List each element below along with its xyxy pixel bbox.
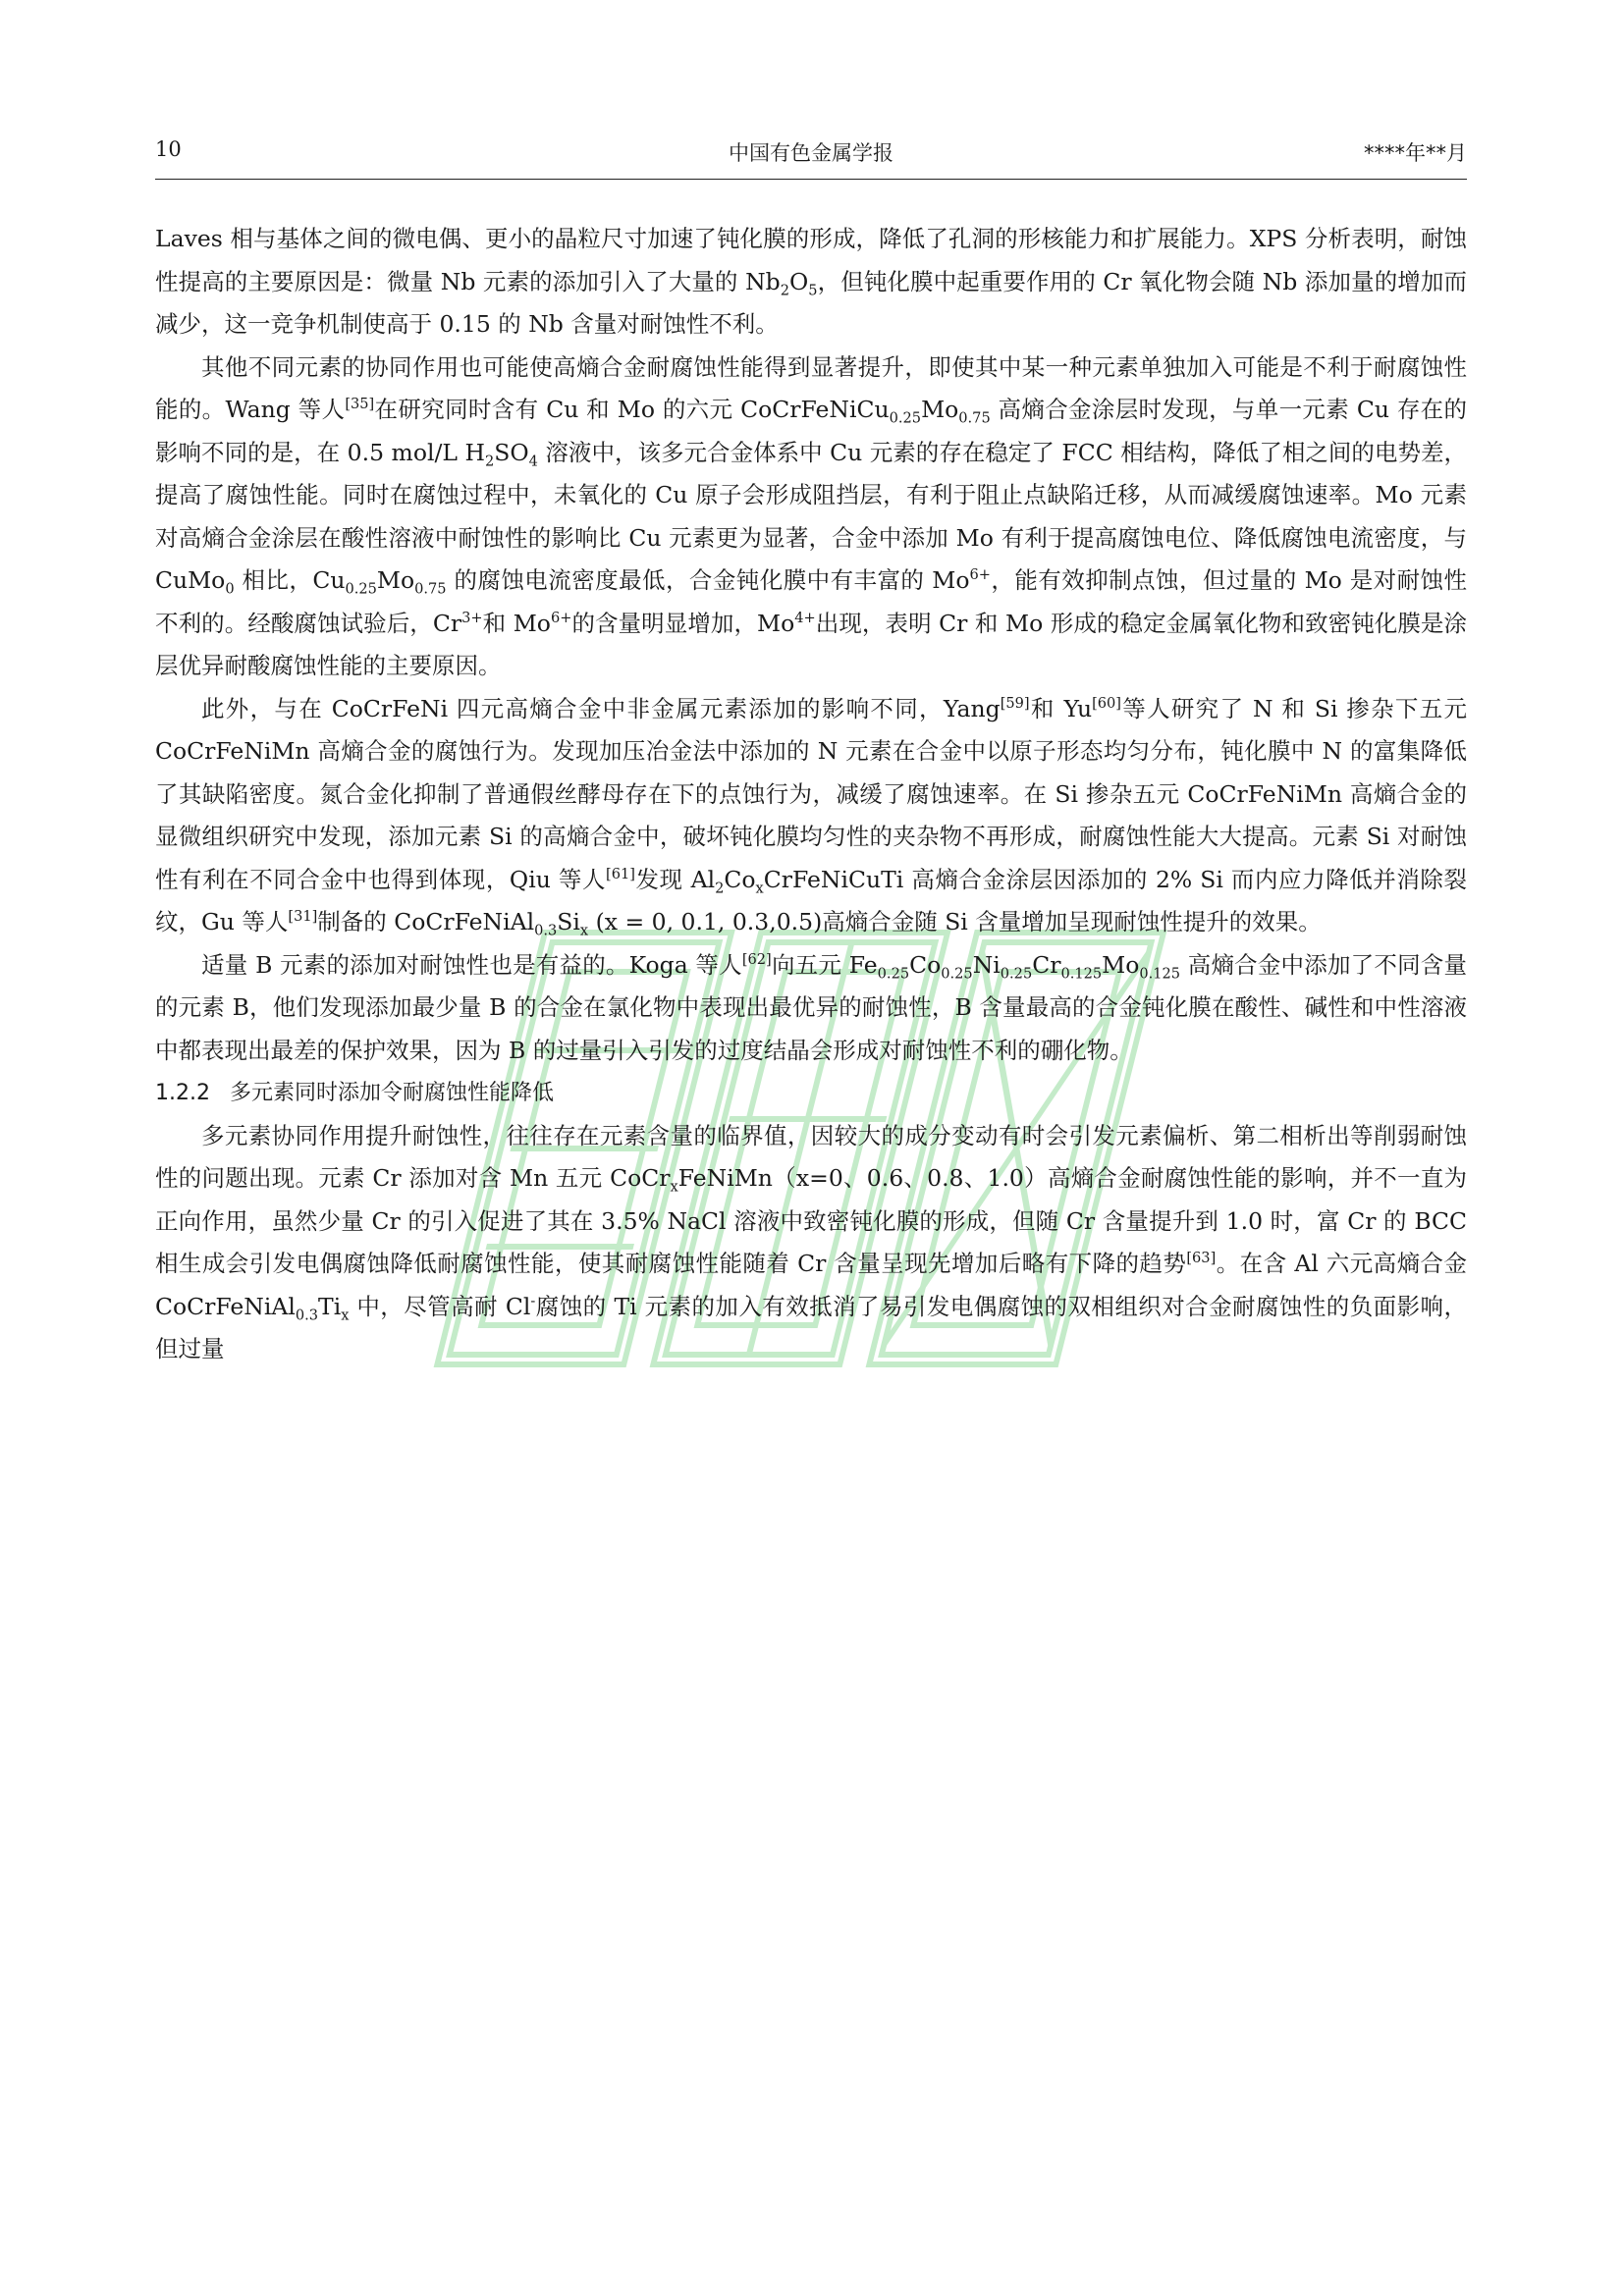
paragraph-3: 此外，与在 CoCrFeNi 四元高熵合金中非金属元素添加的影响不同，Yang[59]和 Yu[60]等人研究了 N 和 Si 掺杂下五元 CoCrFeNiMn 高熵合金的腐蚀行为。发现加压冶金法中添加的 N 元素在合金中以原子形态均匀分布，钝化膜中 N 的富集降低了其缺陷密度。氮合金化抑制了普通假丝酵母存在下的点蚀行为，减缓了腐蚀速率。在 Si 掺杂五元 CoCrFeNiMn 高熵合金的显微组织研究中发现，添加元素 Si 的高熵合金中，破坏钝化膜均匀性的夹杂物不再形成，耐腐蚀性能大大提高。元素 Si 对耐蚀性有利在不同合金中也得到体现，Qiu 等人[61]发现 $Al_2Co_xCrFeNiCuTi$ 高熵合金涂层因添加的 2% Si 而内应力降低并消除裂纹，Gu 等人[31]制备的 $CoCrFeNiAl_{0.3}Si_x$ (x = 0, 0.1, 0.3,0.5)高熵合金随 Si 含量增加呈现耐蚀性提升的效果。 — [155, 694, 1467, 939]
citation: [60] — [1092, 694, 1121, 712]
journal-title: 中国有色金属学报 — [729, 141, 893, 165]
page-number: 10 — [155, 137, 182, 161]
paragraph-2: 其他不同元素的协同作用也可能使高熵合金耐腐蚀性能得到显著提升，即使其中某一种元素单独加入可能是不利于耐腐蚀性能的。Wang 等人[35]在研究同时含有 Cu 和 Mo 的六元 $CoCrFeNiCu_{0.25}Mo_{0.75}$ 高熵合金涂层时发现，与单一元素 Cu 存在的影响不同的是，在 0.5 mol/L $H_2SO_4$ 溶液中，该多元合金体系中 Cu 元素的存在稳定了 FCC 相结构，降低了相之间的电势差，提高了腐蚀性能。同时在腐蚀过程中，未氧化的 Cu 原子会形成阻挡层，有利于阻止点缺陷迁移，从而减缓腐蚀速率。Mo 元素对高熵合金涂层在酸性溶液中耐蚀性的影响比 Cu 元素更为显著，合金中添加 Mo 有利于提高腐蚀电位、降低腐蚀电流密度，与 CuMo$_0$ 相比，$Cu_{0.25}Mo_{0.75}$ 的腐蚀电流密度最低，合金钝化膜中有丰富的 $Mo^{6+}$，能有效抑制点蚀，但过量的 Mo 是对耐蚀性不利的。经酸腐蚀试验后，$Cr^{3+}$和 $Mo^{6+}$的含量明显增加，$Mo^{4+}$出现，表明 Cr 和 Mo 形成的稳定金属氧化物和致密钝化膜是涂层优异耐酸腐蚀性能的主要原因。 — [155, 352, 1468, 679]
citation: [35] — [345, 396, 375, 413]
paragraph-4: 适量 B 元素的添加对耐蚀性也是有益的。Koga 等人[62]向五元 $Fe_{0.25}Co_{0.25}Ni_{0.25}Cr_{0.125}Mo_{0.125}$ 高熵合金中添加了不同含量的元素 B，他们发现添加最少量 B 的合金在氯化物中表现出最优异的耐蚀性，B 含量最高的合金钝化膜在酸性、碱性和中性溶液中都表现出最差的保护效果，因为 B 的过量引入引发的过度结晶会形成对耐蚀性不利的硼化物。 — [155, 950, 1467, 1064]
citation: [31] — [288, 908, 318, 926]
section-heading — [155, 1072, 1467, 1115]
citation: [61] — [606, 865, 635, 882]
page-header — [155, 132, 1467, 175]
article-body — [155, 218, 1467, 1371]
issue-date: ****年**月 — [1364, 141, 1467, 165]
citation: [63] — [1186, 1250, 1217, 1267]
citation: [59] — [1000, 694, 1030, 712]
citation: [62] — [741, 950, 772, 968]
header-rule — [155, 179, 1467, 180]
paragraph-1: Laves 相与基体之间的微电偶、更小的晶粒尺寸加速了钝化膜的形成，降低了孔洞的形核能力和扩展能力。XPS 分析表明，耐蚀性提高的主要原因是：微量 Nb 元素的添加引入了大量的 $Nb_2O_5$，但钝化膜中起重要作用的 Cr 氧化物会随 Nb 添加量的增加而减少，这一竞争机制使高于 0.15 的 Nb 含量对耐蚀性不利。 — [155, 225, 1467, 338]
section-number: 1.2.2 — [155, 1081, 210, 1105]
paragraph-5: 多元素协同作用提升耐蚀性，往往存在元素含量的临界值，因较大的成分变动有时会引发元素偏析、第二相析出等削弱耐蚀性的问题出现。元素 Cr 添加对含 Mn 五元 CoCr$_x$FeNiMn（x=0、0.6、0.8、1.0）高熵合金耐腐蚀性能的影响，并不一直为正向作用，虽然少量 Cr 的引入促进了其在 3.5% NaCl 溶液中致密钝化膜的形成，但随 Cr 含量提升到 1.0 时，富 Cr 的 BCC 相生成会引发电偶腐蚀降低耐腐蚀性能，使其耐腐蚀性能随着 Cr 含量呈现先增加后略有下降的趋势[63]。在含 Al 六元高熵合金 $CoCrFeNiAl_{0.3}Ti_x$ 中，尽管高耐 Cl-腐蚀的 Ti 元素的加入有效抵消了易引发电偶腐蚀的双相组织对合金耐腐蚀性的负面影响，但过量 — [155, 1121, 1467, 1362]
section-title: 多元素同时添加令耐腐蚀性能降低 — [229, 1081, 554, 1105]
